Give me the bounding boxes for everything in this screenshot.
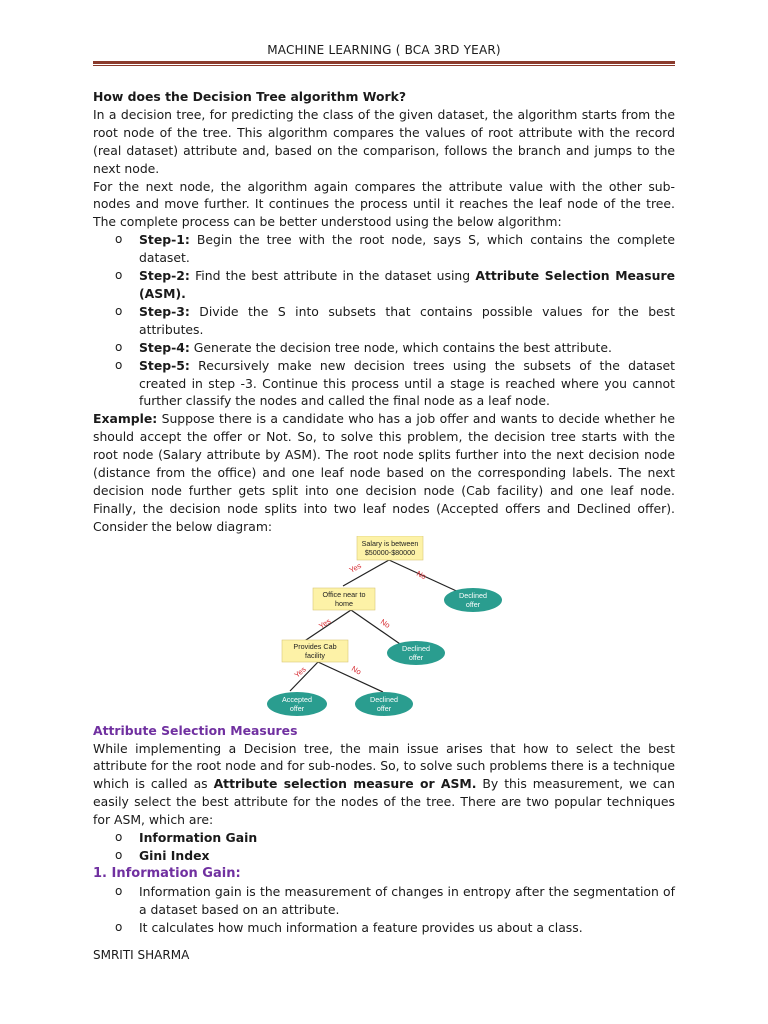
asm-paragraph	[93, 740, 675, 830]
edge-label-yes: Yes	[292, 664, 308, 680]
step-text: Generate the decision tree node, which contains the best attribute.	[189, 339, 612, 355]
bullet-icon: o	[115, 830, 123, 845]
bullet-icon: o	[115, 339, 123, 354]
paragraph-2: For the next node, the algorithm again compares the attribute value with the other sub-nodes and move further. It continues the process until it reaches the leaf node of the tree. The complete process can be better understood using the below algorithm:	[93, 178, 675, 230]
asm-text-a: While implementing a Decision tree, the main issue arises that how to select the best attribute for the root node and for sub-nodes. So, to solve such problems there is a technique which is called as	[93, 740, 675, 792]
step-text: Begin the tree with the root node, says S, which contains the complete dataset.	[139, 232, 675, 266]
bullet-icon: o	[115, 357, 123, 372]
step-text: Recursively make new decision trees using the subsets of the dataset created in step -3. Continue this process until a stage is reached where you cannot further classify the nodes and called the final node as a leaf node.	[139, 357, 675, 409]
leaf-node-label-1: Declined	[370, 694, 398, 704]
leaf-node-label-2: offer	[465, 599, 481, 609]
edge-label-yes: Yes	[347, 560, 363, 575]
page-footer: SMRITI SHARMA	[93, 948, 190, 962]
step-label: Step-1:	[139, 232, 190, 248]
list-item	[93, 339, 675, 357]
techniques-list	[93, 829, 675, 865]
example-label: Example:	[93, 411, 158, 427]
list-item	[93, 303, 675, 339]
step-bold-text: Attribute Selection Measure (ASM).	[139, 268, 675, 301]
step-label: Step-5:	[139, 357, 190, 373]
leaf-node-label-2: offer	[408, 652, 424, 662]
leaf-node-label-2: offer	[376, 703, 392, 713]
edge-label-yes: Yes	[317, 616, 333, 631]
bullet-icon: o	[115, 268, 123, 283]
step-label: Step-3:	[139, 303, 190, 319]
example-paragraph	[93, 410, 675, 535]
info-gain-heading: 1. Information Gain:	[93, 865, 241, 881]
edge-office-leaf2	[351, 610, 403, 646]
steps-list	[93, 231, 675, 410]
list-item	[93, 919, 675, 937]
decision-tree-diagram	[93, 536, 675, 722]
info-gain-point: Information gain is the measurement of changes in entropy after the segmentation of a dataset based on an attribute.	[139, 883, 675, 917]
technique-label: Information Gain	[139, 830, 258, 846]
step-text: Divide the S into subsets that contains possible values for the best attributes.	[139, 303, 675, 337]
office-node-label-2: home	[335, 598, 353, 608]
content	[93, 88, 675, 937]
root-node-label-1: Salary is between	[361, 538, 419, 548]
cab-node-label-1: Provides Cab	[293, 641, 337, 651]
root-node-label-2: $50000-$80000	[364, 547, 416, 557]
leaf-node-label-1: Declined	[402, 643, 430, 653]
edge-label-no: No	[378, 616, 392, 630]
bullet-icon: o	[115, 232, 123, 247]
list-item	[93, 847, 675, 865]
edge-label-no: No	[350, 663, 363, 677]
leaf-node-label-2: offer	[289, 703, 305, 713]
step-text: Find the best attribute in the dataset using	[189, 268, 476, 284]
cab-node-label-2: facility	[305, 650, 325, 660]
page-header: MACHINE LEARNING ( BCA 3RD YEAR)	[267, 43, 501, 57]
info-gain-list	[93, 883, 675, 937]
example-text: Suppose there is a candidate who has a job offer and wants to decide whether he should accept the offer or Not. So, to solve this problem, the decision tree starts with the root node (Salary attribute by ASM). The root node splits further into the next decision node (distance from the office) and one leaf node based on the corresponding labels. The next decision node further gets split into one decision node (Cab facility) and one leaf node. Finally, the decision node splits into two leaf nodes (Accepted offers and Declined offer). Consider the below diagram:	[93, 411, 675, 534]
section-heading: How does the Decision Tree algorithm Work?	[93, 89, 407, 104]
decision-tree-svg	[93, 536, 675, 722]
list-item	[93, 883, 675, 919]
bullet-icon: o	[115, 883, 123, 898]
asm-bold: Attribute selection measure or ASM.	[213, 776, 477, 792]
bullet-icon: o	[115, 848, 123, 862]
office-node-label-1: Office near to	[322, 589, 366, 599]
list-item	[93, 231, 675, 267]
edge-cab-leaf4	[318, 662, 383, 692]
step-label: Step-4:	[139, 339, 190, 355]
edge-cab-leaf3	[290, 662, 318, 691]
asm-heading: Attribute Selection Measures	[93, 722, 298, 738]
asm-text-b: By this measurement, we can easily select the best attribute for the nodes of the tree. There are two popular techniques for ASM, which are:	[93, 776, 676, 828]
edge-label-no: No	[415, 568, 428, 581]
technique-label: Gini Index	[139, 848, 210, 863]
header-rule-thin	[93, 65, 675, 66]
edge-root-leaf1	[389, 560, 463, 594]
header-rule-thick	[93, 61, 675, 64]
step-label: Step-2:	[139, 268, 190, 284]
tree-edges	[290, 560, 463, 692]
bullet-icon: o	[115, 303, 123, 318]
list-item	[93, 829, 675, 847]
bullet-icon: o	[115, 919, 123, 934]
info-gain-point: It calculates how much information a feature provides us about a class.	[139, 919, 583, 935]
leaf-node-label-1: Accepted	[282, 694, 312, 704]
list-item	[93, 267, 675, 303]
list-item	[93, 357, 675, 411]
paragraph-1: In a decision tree, for predicting the class of the given dataset, the algorithm starts from the root node of the tree. This algorithm compares the values of root attribute with the record (real dataset) attribute and, based on the comparison, follows the branch and jumps to the next node.	[93, 106, 675, 176]
leaf-node-label-1: Declined	[459, 590, 487, 600]
